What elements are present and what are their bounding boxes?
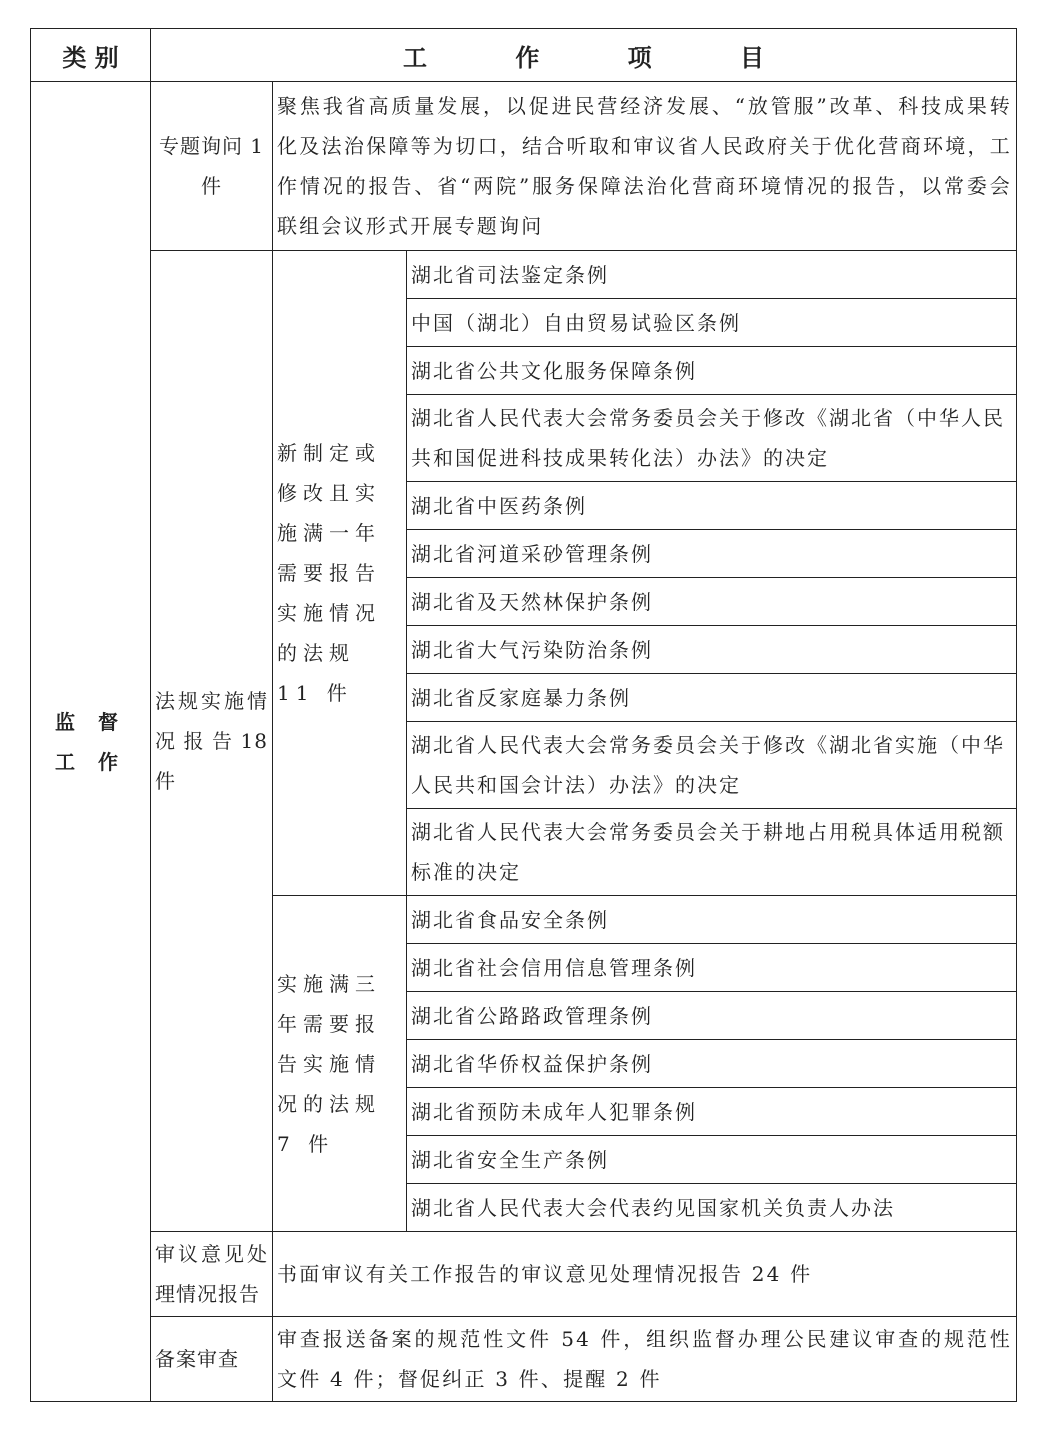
law-item: 湖北省华侨权益保护条例 (407, 1040, 1017, 1088)
category-label-line1: 监 督 (55, 709, 126, 734)
header-work-items (151, 29, 1017, 82)
group-label-three-year-laws: 实施满三年需要报告实施情况的法规 7 件 (273, 896, 407, 1232)
row-content-review: 书面审议有关工作报告的审议意见处理情况报告 24 件 (273, 1232, 1017, 1317)
header-category: 类 别 (31, 29, 151, 82)
law-item: 湖北省公共文化服务保障条例 (407, 347, 1017, 395)
law-item: 中国（湖北）自由贸易试验区条例 (407, 299, 1017, 347)
row-content-filing: 审查报送备案的规范性文件 54 件，组织监督办理公民建议审查的规范性文件 4 件；督促纠正 3 件、提醒 2 件 (273, 1317, 1017, 1402)
law-item: 湖北省司法鉴定条例 (407, 251, 1017, 299)
law-item: 湖北省大气污染防治条例 (407, 626, 1017, 674)
header-work-char: 目 (740, 42, 765, 72)
law-item: 湖北省人民代表大会常务委员会关于修改《湖北省实施（中华人民共和国会计法）办法》的决定 (407, 722, 1017, 809)
table-row (31, 1232, 1017, 1317)
law-item: 湖北省反家庭暴力条例 (407, 674, 1017, 722)
table-row (31, 82, 1017, 251)
law-item: 湖北省社会信用信息管理条例 (407, 944, 1017, 992)
law-item: 湖北省人民代表大会代表约见国家机关负责人办法 (407, 1184, 1017, 1232)
law-item: 湖北省及天然林保护条例 (407, 578, 1017, 626)
header-work-char: 项 (627, 42, 652, 72)
law-item: 湖北省人民代表大会常务委员会关于耕地占用税具体适用税额标准的决定 (407, 809, 1017, 896)
law-item: 湖北省预防未成年人犯罪条例 (407, 1088, 1017, 1136)
row-label-filing: 备案审查 (151, 1317, 273, 1402)
category-supervision (31, 82, 151, 1402)
law-item: 湖北省河道采砂管理条例 (407, 530, 1017, 578)
law-item: 湖北省中医药条例 (407, 482, 1017, 530)
law-item: 湖北省人民代表大会常务委员会关于修改《湖北省（中华人民共和国促进科技成果转化法）办法》的决定 (407, 395, 1017, 482)
table-row (31, 1317, 1017, 1402)
category-label-line2: 工 作 (55, 749, 126, 774)
row-label-inquiry: 专题询问 1 件 (151, 82, 273, 251)
law-item: 湖北省安全生产条例 (407, 1136, 1017, 1184)
row-label-law-reports: 法规实施情况 报 告 18 件 (151, 251, 273, 1232)
row-label-review: 审议意见处理情况报告 (151, 1232, 273, 1317)
law-item: 湖北省食品安全条例 (407, 896, 1017, 944)
row-content-inquiry: 聚焦我省高质量发展，以促进民营经济发展、“放管服”改革、科技成果转化及法治保障等为切口，结合听取和审议省人民政府关于优化营商环境，工作情况的报告、省“两院”服务保障法治化营商环境情况的报告，以常委会联组会议形式开展专题询问 (273, 82, 1017, 251)
header-work-char: 工 (402, 42, 427, 72)
header-work-char: 作 (515, 42, 540, 72)
group-label-new-laws: 新制定或修改且实施满一年需要报告实施情况的法规 11 件 (273, 251, 407, 896)
table-row (31, 251, 1017, 299)
table-header-row (31, 29, 1017, 82)
work-plan-table (30, 28, 1017, 1402)
law-item: 湖北省公路路政管理条例 (407, 992, 1017, 1040)
